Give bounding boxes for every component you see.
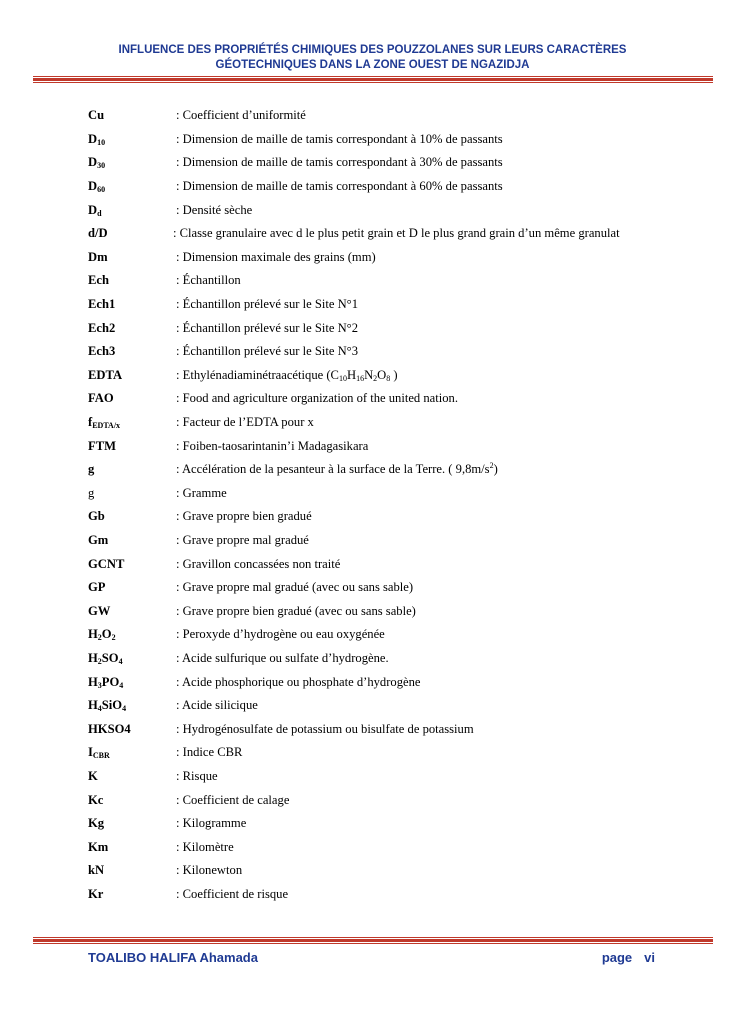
- abbreviation-term: $H_2O_2$: [88, 627, 116, 643]
- abbreviation-term: FTM: [88, 438, 116, 453]
- abbreviation-term: Ech2: [88, 320, 116, 335]
- abbreviation-term: Kg: [88, 816, 105, 831]
- list-item: [88, 316, 688, 340]
- header-rule: [33, 76, 713, 83]
- abbreviation-term: $I_{CBR}$: [88, 745, 110, 761]
- abbreviation-definition: : Risque: [176, 768, 218, 783]
- abbreviation-definition: : Coefficient de risque: [176, 886, 289, 901]
- footer-rule: [33, 937, 713, 944]
- abbreviation-definition: : Gravillon concassées non traité: [176, 556, 341, 571]
- abbreviation-definition: : Échantillon prélevé sur le Site N°2: [176, 320, 359, 335]
- subscript: 60: [97, 185, 106, 195]
- list-item: [88, 623, 688, 647]
- list-item: [88, 175, 688, 199]
- list-item: [88, 765, 688, 789]
- list-item: [88, 104, 688, 128]
- subscript: CBR: [92, 751, 110, 761]
- list-item: [88, 529, 688, 553]
- header-title-line-2: GÉOTECHNIQUES DANS LA ZONE OUEST DE NGAZIDJA: [215, 59, 530, 71]
- abbreviation-term: d/D: [88, 226, 108, 241]
- abbreviation-definition: : Grave propre bien gradué: [176, 509, 312, 524]
- list-item: [88, 411, 688, 435]
- abbreviation-definition: : Kilomètre: [176, 839, 234, 854]
- list-item: [88, 647, 688, 671]
- list-item: [88, 482, 688, 506]
- abbreviation-term: Km: [88, 839, 109, 854]
- abbreviation-definition: : Accélération de la pesanteur à la surface de la Terre. ( $9,8m/s^2$): [176, 461, 498, 477]
- list-item: [88, 883, 688, 907]
- abbreviation-definition: : Kilonewton: [176, 863, 243, 878]
- list-item: [88, 458, 688, 482]
- abbreviation-definition: : Échantillon prélevé sur le Site N°1: [176, 297, 359, 312]
- list-item: [88, 552, 688, 576]
- abbreviation-definition: : Foiben-taosarintanin’i Madagasikara: [176, 438, 369, 453]
- abbreviation-definition: : Grave propre bien gradué (avec ou sans sable): [176, 603, 416, 618]
- abbreviation-term: $D_d$: [88, 202, 102, 218]
- abbreviation-definition: : Dimension de maille de tamis correspondant à 30% de passants: [176, 155, 503, 170]
- abbreviation-list: [88, 104, 688, 906]
- list-item: [88, 222, 688, 246]
- list-item: [88, 340, 688, 364]
- abbreviation-definition: : Coefficient d’uniformité: [176, 108, 306, 123]
- abbreviation-term: $H_4SiO_4$: [88, 698, 127, 714]
- list-item: [88, 198, 688, 222]
- abbreviation-definition: : Indice CBR: [176, 745, 243, 760]
- list-item: [88, 812, 688, 836]
- abbreviation-term: Kr: [88, 886, 104, 901]
- page-header: [0, 43, 745, 73]
- abbreviation-term: Gm: [88, 532, 109, 547]
- abbreviation-definition: : Facteur de l’EDTA pour x: [176, 415, 314, 430]
- subscript: d: [97, 208, 102, 218]
- list-item: [88, 387, 688, 411]
- list-item: [88, 670, 688, 694]
- abbreviation-definition: : Hydrogénosulfate de potassium ou bisulfate de potassium: [176, 721, 474, 736]
- list-item: [88, 859, 688, 883]
- abbreviation-definition: : Food and agriculture organization of the united nation.: [176, 391, 459, 406]
- abbreviation-definition: : Kilogramme: [176, 816, 247, 831]
- abbreviation-definition: : Classe granulaire avec d le plus petit grain et D le plus grand grain d’un même granulat: [173, 226, 620, 241]
- abbreviation-definition: : Échantillon prélevé sur le Site N°3: [176, 344, 359, 359]
- abbreviation-definition: : Peroxyde d’hydrogène ou eau oxygénée: [176, 627, 385, 642]
- abbreviation-term: kN: [88, 863, 105, 878]
- abbreviation-term: g: [88, 485, 95, 500]
- list-item: [88, 364, 688, 388]
- abbreviation-term: Kc: [88, 792, 104, 807]
- abbreviation-term: Gb: [88, 509, 105, 524]
- abbreviation-definition: : Ethylénadiaminétraacétique ($C_{10}H_{16}N_2O_8$ ): [176, 367, 398, 383]
- list-item: [88, 717, 688, 741]
- abbreviation-term: GP: [88, 580, 106, 595]
- abbreviation-term: GW: [88, 603, 111, 618]
- abbreviation-term: $H_3PO_4$: [88, 674, 124, 690]
- list-item: [88, 599, 688, 623]
- abbreviation-definition: : Acide sulfurique ou sulfate d’hydrogène.: [176, 650, 389, 665]
- list-item: [88, 269, 688, 293]
- subscript: 30: [97, 161, 106, 171]
- list-item: [88, 835, 688, 859]
- abbreviation-definition: : Acide silicique: [176, 698, 258, 713]
- footer-author: TOALIBO HALIFA Ahamada: [88, 950, 258, 965]
- subscript: 10: [97, 137, 106, 147]
- list-item: [88, 151, 688, 175]
- abbreviation-term: FAO: [88, 391, 114, 406]
- abbreviation-definition: : Gramme: [176, 485, 227, 500]
- list-item: [88, 246, 688, 270]
- list-item: [88, 576, 688, 600]
- abbreviation-definition: : Échantillon: [176, 273, 241, 288]
- subscript: EDTA/x: [92, 421, 121, 431]
- abbreviation-definition: : Dimension de maille de tamis correspondant à 10% de passants: [176, 131, 503, 146]
- abbreviation-definition: : Coefficient de calage: [176, 792, 290, 807]
- abbreviation-definition: : Grave propre mal gradué (avec ou sans sable): [176, 580, 414, 595]
- abbreviation-definition: : Densité sèche: [176, 202, 253, 217]
- list-item: [88, 741, 688, 765]
- footer-page-number: vi: [644, 950, 655, 965]
- header-title-line-1: INFLUENCE DES PROPRIÉTÉS CHIMIQUES DES POUZZOLANES SUR LEURS CARACTÈRES: [118, 44, 627, 56]
- list-item: [88, 505, 688, 529]
- footer-page-label: page: [601, 950, 633, 965]
- abbreviation-term: HKSO4: [88, 721, 131, 736]
- abbreviation-term: $D_{60}$: [88, 179, 106, 195]
- list-item: [88, 788, 688, 812]
- abbreviation-definition: : Acide phosphorique ou phosphate d’hydrogène: [176, 674, 421, 689]
- footer-page: [602, 950, 655, 965]
- abbreviation-term: $f_{EDTA/x}$: [88, 415, 121, 431]
- abbreviation-term: EDTA: [88, 367, 123, 382]
- abbreviation-definition: : Grave propre mal gradué: [176, 532, 309, 547]
- abbreviation-term: g: [88, 462, 95, 477]
- abbreviation-term: $D_{30}$: [88, 155, 106, 171]
- abbreviation-term: $H_2SO_4$: [88, 650, 123, 666]
- abbreviation-term: Cu: [88, 108, 105, 123]
- abbreviation-term: Ech3: [88, 344, 116, 359]
- abbreviation-term: Dm: [88, 249, 108, 264]
- abbreviation-definition: : Dimension de maille de tamis correspondant à 60% de passants: [176, 179, 503, 194]
- abbreviation-term: GCNT: [88, 556, 125, 571]
- abbreviation-term: Ech1: [88, 297, 116, 312]
- list-item: [88, 694, 688, 718]
- abbreviation-definition: : Dimension maximale des grains (mm): [176, 249, 376, 264]
- list-item: [88, 128, 688, 152]
- abbreviation-term: K: [88, 768, 98, 783]
- abbreviation-term: Ech: [88, 273, 109, 288]
- list-item: [88, 434, 688, 458]
- abbreviation-term: $D_{10}$: [88, 131, 106, 147]
- list-item: [88, 293, 688, 317]
